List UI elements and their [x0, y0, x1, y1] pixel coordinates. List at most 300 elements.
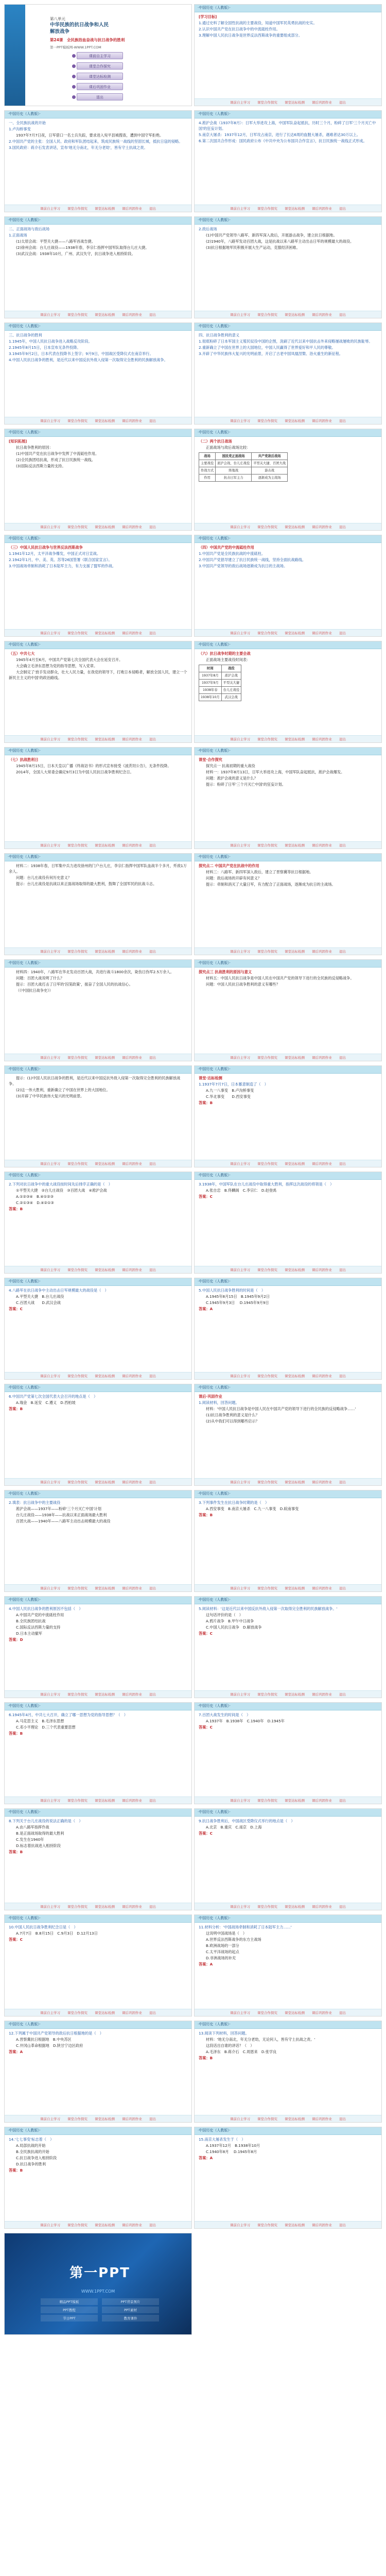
cover-menu-button-2[interactable]: [77, 73, 123, 80]
nav-button-1[interactable]: 课堂合作探究: [67, 313, 87, 317]
nav-button-3[interactable]: 课后巩固作业: [122, 1480, 142, 1484]
nav-button-4[interactable]: 退出: [339, 313, 346, 317]
nav-button-1[interactable]: 课堂合作探究: [257, 1162, 277, 1166]
ad-item[interactable]: PPT背景图片: [102, 2298, 159, 2305]
nav-button-0[interactable]: 课前自主学习: [230, 419, 250, 423]
slide-header: [195, 429, 381, 437]
header-label: ·中国历史（人教版）·: [198, 430, 231, 434]
slide-paragraph: 1945年4月至6月，中国共产党第七次全国代表大会在延安召开。: [16, 657, 123, 662]
nav-button-3[interactable]: 课后巩固作业: [122, 313, 142, 317]
nav-button-1[interactable]: 课堂合作探究: [257, 2117, 277, 2121]
nav-button-1[interactable]: 课堂合作探究: [67, 419, 87, 423]
nav-button-2[interactable]: 课堂达标检测: [95, 843, 115, 848]
cover-menu-button-3[interactable]: [77, 83, 123, 90]
nav-button-0[interactable]: 课前自主学习: [40, 843, 60, 848]
nav-button-0[interactable]: 课前自主学习: [40, 525, 60, 529]
slide-paragraph: 课堂·达标检测: [199, 1076, 222, 1080]
nav-button-2[interactable]: 课堂达标检测: [285, 2117, 305, 2121]
slide-body: [199, 757, 377, 840]
nav-button-1[interactable]: 课堂合作探究: [67, 1905, 87, 1909]
nav-button-0[interactable]: 课前自主学习: [40, 631, 60, 635]
slide-paragraph: (3)开辟了中华民族伟大复兴的光明前景。: [16, 1094, 84, 1098]
slide-body: [199, 1818, 377, 1902]
nav-button-3[interactable]: 课后巩固作业: [312, 1905, 332, 1909]
nav-button-1[interactable]: 课堂合作探究: [67, 950, 87, 954]
slide-paragraph: A.北京 B.重庆 C.南京 D.上海: [206, 1825, 262, 1829]
slide-paragraph: 10.中国人民抗日战争胜利纪念日是（ ）: [9, 1925, 78, 1929]
nav-button-2[interactable]: 课堂达标检测: [95, 1374, 115, 1378]
nav-button-4[interactable]: 退出: [339, 1374, 346, 1378]
slide-paragraph: 8.下列关于台儿庄战役的说法正确的是（ ）: [9, 1819, 83, 1823]
nav-button-3[interactable]: 课后巩固作业: [312, 1480, 332, 1484]
nav-button-0[interactable]: 课前自主学习: [40, 1692, 60, 1697]
nav-button-0[interactable]: 课前自主学习: [230, 631, 250, 635]
slide-paragraph: C.1940年8月 D.1945年8月: [206, 2149, 257, 2154]
nav-button-0[interactable]: 课前自主学习: [40, 737, 60, 741]
slide-s34: [194, 1702, 382, 1804]
slide-paragraph: 探究点三 抗战胜利的原因与意义: [199, 970, 252, 974]
nav-button-0[interactable]: 课前自主学习: [40, 2223, 60, 2227]
slide-paragraph: 6.1945年4月，中共七大召开，确立了哪一思想为党的指导思想？（ ）: [9, 1713, 128, 1717]
nav-button-2[interactable]: 课堂达标检测: [285, 1799, 305, 1803]
slide-body: [199, 1075, 377, 1159]
nav-button-2[interactable]: 课堂达标检测: [95, 1268, 115, 1272]
nav-button-0[interactable]: 课前自主学习: [40, 313, 60, 317]
nav-button-3[interactable]: 课后巩固作业: [312, 525, 332, 529]
nav-button-1[interactable]: 课堂合作探究: [257, 631, 277, 635]
nav-button-3[interactable]: 课后巩固作业: [122, 1268, 142, 1272]
nav-button-4[interactable]: 退出: [339, 100, 346, 105]
nav-button-3[interactable]: 课后巩固作业: [122, 2011, 142, 2015]
nav-button-0[interactable]: 课前自主学习: [230, 525, 250, 529]
nav-button-4[interactable]: 退出: [149, 2223, 156, 2227]
nav-button-3[interactable]: 课后巩固作业: [312, 843, 332, 848]
nav-button-3[interactable]: 课后巩固作业: [122, 1162, 142, 1166]
nav-button-0[interactable]: 课前自主学习: [230, 1162, 250, 1166]
nav-button-4[interactable]: 退出: [339, 525, 346, 529]
nav-button-1[interactable]: 课堂合作探究: [257, 419, 277, 423]
nav-button-0[interactable]: 课前自主学习: [40, 419, 60, 423]
nav-button-0[interactable]: 课前自主学习: [230, 2011, 250, 2015]
nav-button-3[interactable]: 课后巩固作业: [122, 1056, 142, 1060]
nav-button-4[interactable]: 退出: [339, 1905, 346, 1909]
slide-body: [9, 1818, 187, 1902]
nav-button-1[interactable]: 课堂合作探究: [67, 1162, 87, 1166]
nav-button-1[interactable]: 课堂合作探究: [257, 843, 277, 848]
nav-button-0[interactable]: 课前自主学习: [40, 1586, 60, 1590]
nav-button-2[interactable]: 课堂达标检测: [95, 1799, 115, 1803]
nav-button-4[interactable]: 退出: [149, 1374, 156, 1378]
nav-button-3[interactable]: 课后巩固作业: [312, 419, 332, 423]
header-label: ·中国历史（人教版）·: [8, 2128, 41, 2132]
nav-button-0[interactable]: 课前自主学习: [230, 1905, 250, 1909]
nav-button-4[interactable]: 退出: [149, 313, 156, 317]
nav-button-3[interactable]: 课后巩固作业: [312, 313, 332, 317]
slide-paragraph: 4.中国人民抗日战争的胜利原因不包括（ ）: [9, 1606, 83, 1611]
nav-button-2[interactable]: 课堂达标检测: [95, 1692, 115, 1697]
nav-button-0[interactable]: 课前自主学习: [230, 313, 250, 317]
nav-button-2[interactable]: 课堂达标检测: [95, 1162, 115, 1166]
nav-button-4[interactable]: 退出: [149, 207, 156, 211]
nav-button-3[interactable]: 课后巩固作业: [312, 737, 332, 741]
nav-button-1[interactable]: 课堂合作探究: [67, 1268, 87, 1272]
header-label: ·中国历史（人教版）·: [8, 749, 41, 753]
nav-button-2[interactable]: 课堂达标检测: [95, 1480, 115, 1484]
nav-button-4[interactable]: 退出: [149, 1586, 156, 1590]
nav-button-0[interactable]: 课前自主学习: [40, 1799, 60, 1803]
nav-button-4[interactable]: 退出: [339, 207, 346, 211]
table-header: 共产党敌后战场: [252, 453, 288, 460]
nav-button-1[interactable]: 课堂合作探究: [257, 2011, 277, 2015]
nav-button-2[interactable]: 课堂达标检测: [95, 2117, 115, 2121]
nav-button-1[interactable]: 课堂合作探究: [67, 1480, 87, 1484]
nav-button-0[interactable]: 课前自主学习: [40, 1056, 60, 1060]
slide-body: [199, 438, 377, 522]
slide-body: [199, 545, 377, 628]
slide-paragraph: A.鸦片战争 B.甲午中日战争: [206, 1619, 254, 1623]
nav-button-3[interactable]: 课后巩固作业: [312, 1692, 332, 1697]
nav-button-1[interactable]: 课堂合作探究: [67, 1692, 87, 1697]
slide-footer-nav: [195, 1478, 381, 1485]
nav-button-2[interactable]: 课堂达标检测: [285, 1056, 305, 1060]
table-cell: 逐渐成为主战场: [252, 474, 288, 482]
nav-button-1[interactable]: 课堂合作探究: [67, 2011, 87, 2015]
slide-s5: [4, 216, 192, 318]
nav-button-4[interactable]: 退出: [339, 631, 346, 635]
slide-footer-nav: [5, 1903, 191, 1910]
nav-button-2[interactable]: 课堂达标检测: [285, 1692, 305, 1697]
slide-header: [195, 2021, 381, 2029]
nav-button-4[interactable]: 退出: [149, 950, 156, 954]
nav-button-4[interactable]: 退出: [149, 1056, 156, 1060]
nav-button-3[interactable]: 课后巩固作业: [122, 950, 142, 954]
cover-side-band: [5, 5, 25, 106]
nav-button-3[interactable]: 课后巩固作业: [122, 207, 142, 211]
nav-button-0[interactable]: 课前自主学习: [230, 2117, 250, 2121]
nav-button-1[interactable]: 课堂合作探究: [257, 525, 277, 529]
nav-button-4[interactable]: 退出: [149, 843, 156, 848]
slide-paragraph: (1)中国共产党在抗日战争中发挥了中流砥柱作用。: [16, 451, 99, 456]
nav-button-3[interactable]: 课后巩固作业: [312, 2011, 332, 2015]
nav-button-1[interactable]: 课堂合作探究: [67, 525, 87, 529]
nav-button-1[interactable]: 课堂合作探究: [257, 737, 277, 741]
nav-button-2[interactable]: 课堂达标检测: [95, 737, 115, 741]
nav-button-1[interactable]: 课堂合作探究: [67, 2223, 87, 2227]
nav-button-2[interactable]: 课堂达标检测: [95, 2011, 115, 2015]
header-label: ·中国历史（人教版）·: [198, 642, 231, 647]
table-cell: 1938年10月: [199, 694, 222, 701]
nav-button-4[interactable]: 退出: [149, 525, 156, 529]
nav-button-3[interactable]: 课后巩固作业: [312, 2223, 332, 2227]
slide-paragraph: 问题：敌后战场的开辟有何意义？: [206, 876, 261, 880]
slide-s41: [4, 2127, 192, 2229]
slide-paragraph: D.抗日战争的胜利: [16, 2162, 46, 2166]
header-label: ·中国历史（人教版）·: [198, 1279, 231, 1283]
nav-button-3[interactable]: 课后巩固作业: [312, 1162, 332, 1166]
table-cell: 主要战役: [199, 460, 216, 467]
nav-button-2[interactable]: 课堂达标检测: [95, 313, 115, 317]
slide-paragraph: 这段话出自谁的讲话？（ ）: [206, 2043, 254, 2048]
nav-button-3[interactable]: 课后巩固作业: [312, 631, 332, 635]
nav-button-0[interactable]: 课前自主学习: [40, 1905, 60, 1909]
nav-button-2[interactable]: 课堂达标检测: [285, 1268, 305, 1272]
nav-button-1[interactable]: 课堂合作探究: [257, 1586, 277, 1590]
slide-paragraph: C.1945年9月3日 D.1945年9月9日: [206, 1300, 269, 1305]
slide-paragraph: 7.百团大战发生的时间是（ ）: [199, 1713, 251, 1717]
nav-button-2[interactable]: 课堂达标检测: [95, 525, 115, 529]
slide-paragraph: A.九一八事变 B.卢沟桥事变: [206, 1088, 254, 1093]
nav-button-0[interactable]: 课前自主学习: [230, 1692, 250, 1697]
nav-button-2[interactable]: 课堂达标检测: [285, 525, 305, 529]
nav-button-3[interactable]: 课后巩固作业: [122, 1374, 142, 1378]
slide-paragraph: 2.中国共产党的主张：全国人民、政府和军队团结起来，筑成民族统一战线的坚固长城，抵抗日寇的侵略。: [9, 139, 183, 144]
nav-button-3[interactable]: 课后巩固作业: [122, 1905, 142, 1909]
slide-s23: [4, 1172, 192, 1274]
nav-button-2[interactable]: 课堂达标检测: [95, 1905, 115, 1909]
nav-button-4[interactable]: 退出: [149, 1162, 156, 1166]
cover-menu-button-4[interactable]: [77, 93, 123, 100]
nav-button-1[interactable]: 课堂合作探究: [67, 1374, 87, 1378]
nav-button-0[interactable]: 课前自主学习: [230, 1799, 250, 1803]
nav-button-0[interactable]: 课前自主学习: [230, 100, 250, 105]
nav-button-4[interactable]: 退出: [339, 843, 346, 848]
nav-button-1[interactable]: 课堂合作探究: [67, 2117, 87, 2121]
nav-button-3[interactable]: 课后巩固作业: [312, 1799, 332, 1803]
slide-paragraph: 这说明中国战场是（ ）: [206, 1931, 247, 1936]
cover-menu-button-0[interactable]: [77, 52, 123, 59]
nav-button-2[interactable]: 课堂达标检测: [285, 419, 305, 423]
slide-header: [5, 217, 191, 225]
nav-button-0[interactable]: 课前自主学习: [230, 1056, 250, 1060]
nav-button-4[interactable]: 退出: [339, 737, 346, 741]
nav-button-4[interactable]: 退出: [339, 2223, 346, 2227]
nav-button-1[interactable]: 课堂合作探究: [257, 1905, 277, 1909]
bullet-icon: [72, 85, 76, 89]
cover-menu-label: 退出: [96, 95, 103, 99]
nav-button-0[interactable]: 课前自主学习: [230, 207, 250, 211]
nav-button-0[interactable]: 课前自主学习: [230, 1374, 250, 1378]
slide-body: [199, 2030, 377, 2114]
nav-button-1[interactable]: 课堂合作探究: [67, 631, 87, 635]
nav-button-0[interactable]: 课前自主学习: [230, 1268, 250, 1272]
slide-s9: [4, 429, 192, 531]
nav-button-0[interactable]: 课前自主学习: [230, 2223, 250, 2227]
nav-button-4[interactable]: 退出: [149, 1268, 156, 1272]
nav-button-1[interactable]: 课堂合作探究: [257, 1056, 277, 1060]
nav-button-2[interactable]: 课堂达标检测: [285, 737, 305, 741]
nav-button-2[interactable]: 课堂达标检测: [285, 1586, 305, 1590]
nav-button-4[interactable]: 退出: [149, 2011, 156, 2015]
nav-button-4[interactable]: 退出: [339, 1799, 346, 1803]
nav-button-2[interactable]: 课堂达标检测: [285, 1374, 305, 1378]
nav-button-1[interactable]: 课堂合作探究: [67, 1586, 87, 1590]
header-label: ·中国历史（人教版）·: [198, 2128, 231, 2132]
ad-item[interactable]: PPT素材: [102, 2307, 159, 2313]
slide-body: [9, 1075, 187, 1159]
nav-button-2[interactable]: 课堂达标检测: [285, 2011, 305, 2015]
slide-s2: [194, 4, 382, 106]
slide-body: [9, 2030, 187, 2114]
nav-button-3[interactable]: 课后巩固作业: [312, 100, 332, 105]
nav-button-3[interactable]: 课后巩固作业: [122, 2223, 142, 2227]
nav-button-2[interactable]: 课堂达标检测: [285, 100, 305, 105]
slide-paragraph: 提示：台儿庄战役是抗战以来正面战场取得的最大胜利，鼓舞了全国军民的抗战斗志。: [16, 882, 157, 886]
slide-paragraph: 提示：牵制和消灭了大量日军，有力配合了正面战场，逐渐成为抗日的主战场。: [206, 882, 336, 887]
slide-header: [5, 1384, 191, 1392]
nav-button-4[interactable]: 退出: [149, 419, 156, 423]
nav-button-4[interactable]: 退出: [339, 2011, 346, 2015]
nav-button-3[interactable]: 课后巩固作业: [122, 631, 142, 635]
slide-footer-nav: [195, 1266, 381, 1273]
nav-button-4[interactable]: 退出: [339, 419, 346, 423]
nav-button-1[interactable]: 课堂合作探究: [67, 207, 87, 211]
nav-button-0[interactable]: 课前自主学习: [230, 737, 250, 741]
nav-button-0[interactable]: 课前自主学习: [230, 1586, 250, 1590]
ad-item[interactable]: 节日PPT: [41, 2315, 98, 2321]
nav-button-2[interactable]: 课堂达标检测: [95, 2223, 115, 2227]
nav-button-0[interactable]: 课前自主学习: [230, 950, 250, 954]
nav-button-0[interactable]: 课前自主学习: [40, 2117, 60, 2121]
nav-button-4[interactable]: 退出: [339, 1268, 346, 1272]
nav-button-0[interactable]: 课前自主学习: [40, 207, 60, 211]
nav-button-2[interactable]: 课堂达标检测: [285, 1162, 305, 1166]
nav-button-1[interactable]: 课堂合作探究: [257, 1480, 277, 1484]
nav-button-3[interactable]: 课后巩固作业: [122, 525, 142, 529]
slide-paragraph: （《中国抗日战争史》）: [16, 988, 53, 993]
slide-paragraph: A.平型关大捷 B.台儿庄战役: [16, 1294, 64, 1299]
nav-button-0[interactable]: 课前自主学习: [40, 1480, 60, 1484]
nav-button-2[interactable]: 课堂达标检测: [95, 631, 115, 635]
nav-button-3[interactable]: 课后巩固作业: [122, 737, 142, 741]
slide-header: [195, 1915, 381, 1923]
nav-button-4[interactable]: 退出: [339, 1056, 346, 1060]
nav-button-1[interactable]: 课堂合作探究: [257, 313, 277, 317]
cover-menu-button-1[interactable]: [77, 62, 123, 70]
nav-button-4[interactable]: 退出: [339, 1692, 346, 1697]
nav-button-3[interactable]: 课后巩固作业: [122, 419, 142, 423]
nav-button-3[interactable]: 课后巩固作业: [312, 1374, 332, 1378]
nav-button-1[interactable]: 课堂合作探究: [257, 1799, 277, 1803]
slide-paragraph: 大会确立毛泽东思想为党的指导思想，写入党章。: [16, 664, 98, 668]
header-label: ·中国历史（人教版）·: [198, 6, 231, 10]
nav-button-4[interactable]: 退出: [149, 737, 156, 741]
nav-button-0[interactable]: 课前自主学习: [40, 1162, 60, 1166]
nav-button-3[interactable]: 课后巩固作业: [312, 950, 332, 954]
nav-button-0[interactable]: 课前自主学习: [230, 1480, 250, 1484]
nav-button-3[interactable]: 课后巩固作业: [312, 1056, 332, 1060]
slide-paragraph: 探究点一 抗战初期的重大战役: [206, 764, 255, 768]
nav-button-2[interactable]: 课堂达标检测: [285, 1905, 305, 1909]
nav-button-1[interactable]: 课堂合作探究: [257, 1374, 277, 1378]
nav-button-2[interactable]: 课堂达标检测: [285, 313, 305, 317]
slide-s8: [194, 323, 382, 425]
nav-button-3[interactable]: 课后巩固作业: [122, 1799, 142, 1803]
nav-button-3[interactable]: 课后巩固作业: [122, 843, 142, 848]
nav-button-3[interactable]: 课后巩固作业: [312, 2117, 332, 2121]
slide-paragraph: 答案：C: [9, 1937, 23, 1942]
nav-button-1[interactable]: 课堂合作探究: [67, 843, 87, 848]
nav-button-2[interactable]: 课堂达标检测: [285, 631, 305, 635]
nav-button-3[interactable]: 课后巩固作业: [122, 2117, 142, 2121]
slide-paragraph: 3.国民政府：蒋介石发表讲话，宣布'地无分南北，年无分老幼'，皆有守土抗战之责。: [9, 145, 148, 150]
nav-button-2[interactable]: 课堂达标检测: [95, 207, 115, 211]
nav-button-1[interactable]: 课堂合作探究: [257, 950, 277, 954]
nav-button-2[interactable]: 课堂达标检测: [285, 207, 305, 211]
nav-button-1[interactable]: 课堂合作探究: [67, 737, 87, 741]
slide-paragraph: 3.理解中国人民抗日战争是世界反法西斯战争的重要组成部分。: [199, 33, 302, 38]
nav-button-3[interactable]: 课后巩固作业: [122, 1586, 142, 1590]
nav-button-2[interactable]: 课堂达标检测: [95, 419, 115, 423]
slide-paragraph: A.7月7日 B.8月15日 C.9月3日 D.12月13日: [16, 1931, 98, 1936]
nav-button-4[interactable]: 退出: [149, 2117, 156, 2121]
nav-button-0[interactable]: 课前自主学习: [40, 1268, 60, 1272]
nav-button-0[interactable]: 课前自主学习: [40, 2011, 60, 2015]
nav-button-2[interactable]: 课堂达标检测: [285, 1480, 305, 1484]
nav-button-1[interactable]: 课堂合作探究: [257, 2223, 277, 2227]
nav-button-3[interactable]: 课后巩固作业: [312, 1268, 332, 1272]
ad-url[interactable]: WWW.1PPT.COM: [81, 2289, 115, 2294]
nav-button-4[interactable]: 退出: [149, 1799, 156, 1803]
nav-button-0[interactable]: 课前自主学习: [40, 1374, 60, 1378]
nav-button-1[interactable]: 课堂合作探究: [257, 207, 277, 211]
nav-button-4[interactable]: 退出: [339, 950, 346, 954]
ad-item[interactable]: 教育课件: [102, 2315, 159, 2321]
nav-button-1[interactable]: 课堂合作探究: [67, 1799, 87, 1803]
nav-button-2[interactable]: 课堂达标检测: [285, 2223, 305, 2227]
nav-button-4[interactable]: 退出: [339, 1586, 346, 1590]
slide-paragraph: 15.南京大屠杀发生于（ ）: [199, 2137, 245, 2142]
slide-s3: [4, 110, 192, 212]
ad-item[interactable]: PPT教程: [41, 2307, 98, 2313]
nav-button-4[interactable]: 退出: [339, 1480, 346, 1484]
nav-button-4[interactable]: 退出: [149, 1480, 156, 1484]
nav-button-2[interactable]: 课堂达标检测: [95, 1586, 115, 1590]
nav-button-0[interactable]: 课前自主学习: [230, 843, 250, 848]
slide-paragraph: A.局部抗战的开始: [16, 2143, 46, 2148]
slide-body: [9, 2137, 187, 2220]
nav-button-4[interactable]: 退出: [339, 1162, 346, 1166]
slide-body: [199, 863, 377, 946]
slide-header: [195, 1172, 381, 1180]
slide-header: [5, 1915, 191, 1923]
nav-button-0[interactable]: 课前自主学习: [40, 950, 60, 954]
nav-button-3[interactable]: 课后巩固作业: [312, 207, 332, 211]
nav-button-2[interactable]: 课堂达标检测: [95, 1056, 115, 1060]
slide-s39: [4, 2021, 192, 2123]
slide-paragraph: C.②①③④ D.④②①③: [16, 1200, 54, 1205]
nav-button-2[interactable]: 课堂达标检测: [285, 843, 305, 848]
nav-button-4[interactable]: 退出: [149, 1692, 156, 1697]
slide-footer-nav: [195, 629, 381, 636]
slide-paragraph: 答案：A: [199, 1307, 213, 1311]
slide-s30: [194, 1490, 382, 1592]
ad-item[interactable]: 精品PPT模板: [41, 2298, 98, 2305]
slide-s14: [194, 641, 382, 743]
nav-button-4[interactable]: 退出: [149, 631, 156, 635]
nav-button-4[interactable]: 退出: [149, 1905, 156, 1909]
nav-button-4[interactable]: 退出: [339, 2117, 346, 2121]
nav-button-1[interactable]: 课堂合作探究: [257, 1268, 277, 1272]
cover-menu-label: 课堂合作探究: [89, 64, 111, 69]
nav-button-2[interactable]: 课堂达标检测: [285, 950, 305, 954]
nav-button-1[interactable]: 课堂合作探究: [257, 1692, 277, 1697]
nav-button-2[interactable]: 课堂达标检测: [95, 950, 115, 954]
nav-button-3[interactable]: 课后巩固作业: [312, 1586, 332, 1590]
nav-button-1[interactable]: 课堂合作探究: [257, 100, 277, 105]
nav-button-3[interactable]: 课后巩固作业: [122, 1692, 142, 1697]
slide-paragraph: A.张自忠 B.佟麟阁 C.李宗仁 D.赵登禹: [206, 1188, 277, 1193]
nav-button-1[interactable]: 课堂合作探究: [67, 1056, 87, 1060]
